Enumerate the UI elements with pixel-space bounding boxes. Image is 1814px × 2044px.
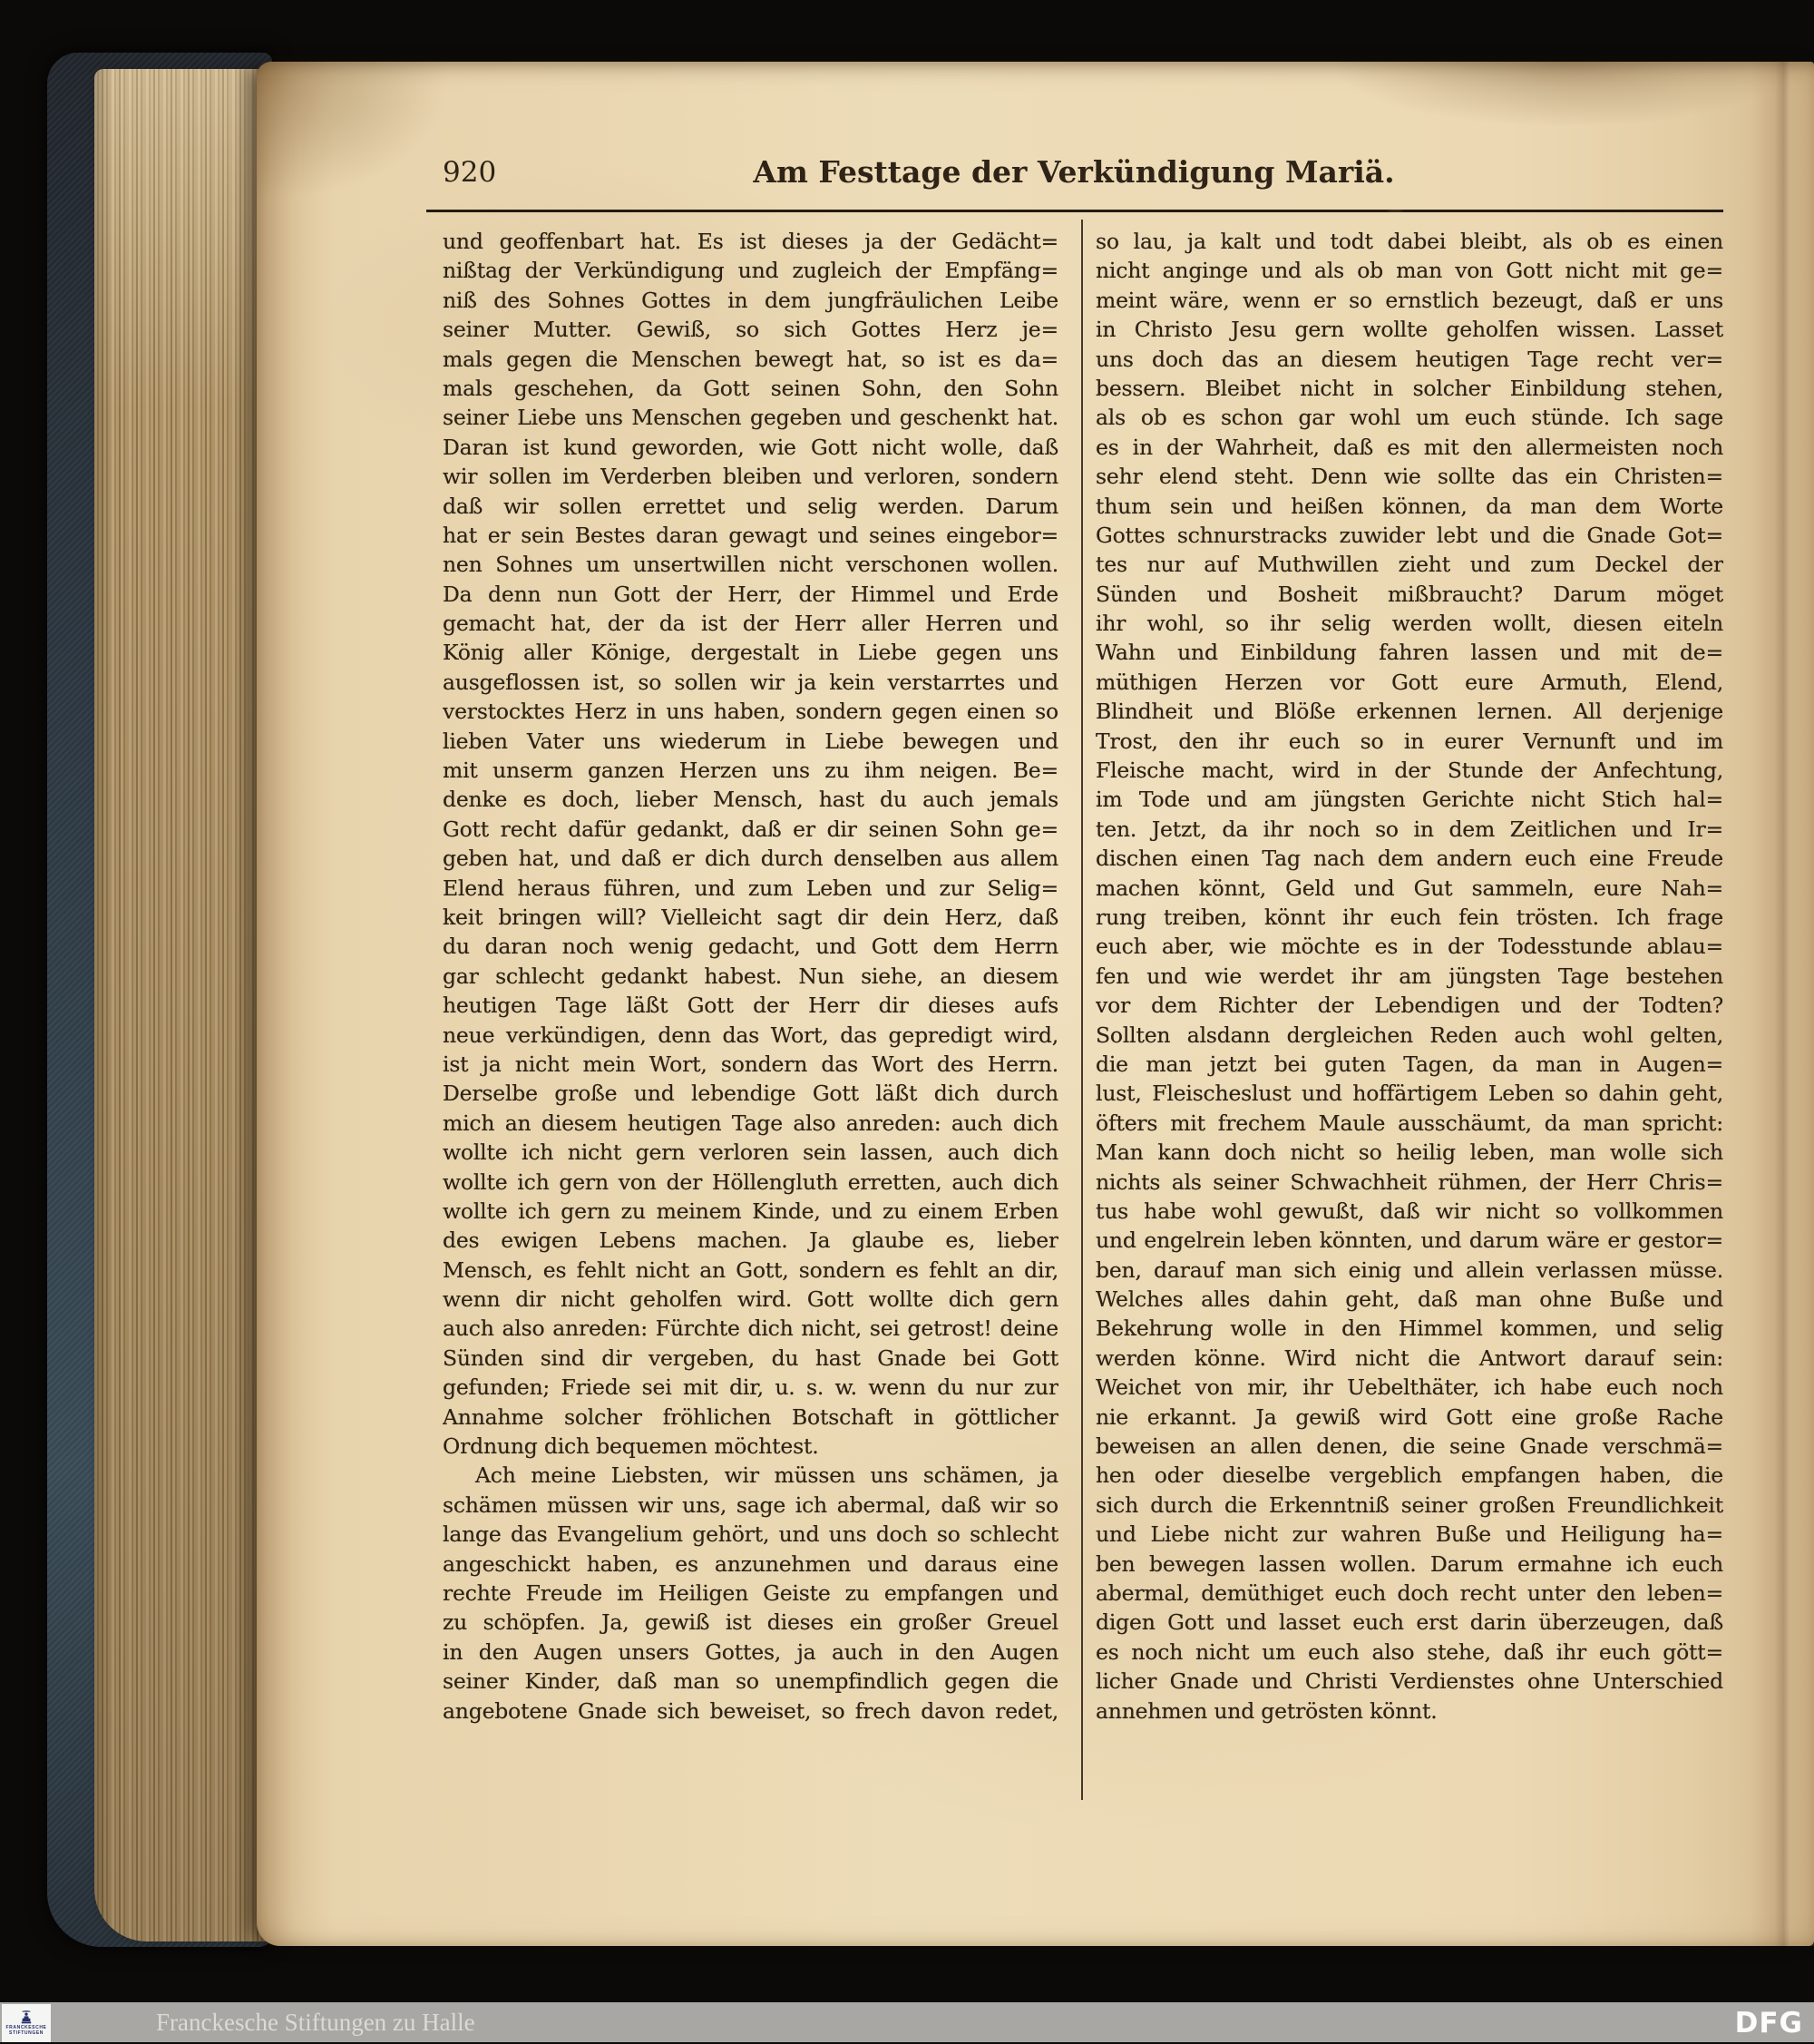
text-line: gar schlecht gedankt habest. Nun siehe, an diesem <box>443 963 1058 989</box>
text-line: keit bringen will? Vielleicht sagt dir dein Herz, daß <box>443 904 1058 930</box>
text-line: lust, Fleischeslust und hoffärtigem Leben so dahin geht, <box>1096 1081 1723 1107</box>
franckesche-logo-line2: STIFTUNGEN <box>9 2029 44 2036</box>
text-line: wenn dir nicht geholfen wird. Gott wollte dich gern <box>443 1286 1058 1313</box>
text-line: öfters mit frechem Maule ausschäumt, da man spricht: <box>1096 1110 1723 1136</box>
text-line: ausgeflossen ist, so sollen wir ja kein verstarrtes und <box>443 669 1058 695</box>
text-line: lieben Vater uns wiederum in Liebe bewegen und <box>443 728 1058 754</box>
text-line: ten. Jetzt, da ihr noch so in dem Zeitlichen und Ir= <box>1096 816 1723 842</box>
text-line: digen Gott und lasset euch erst darin überzeugen, daß <box>1096 1609 1723 1636</box>
text-line: schämen müssen wir uns, sage ich abermal, daß wir so <box>443 1491 1058 1518</box>
text-line: und Liebe nicht zur wahren Buße und Heiligung ha= <box>1096 1521 1723 1548</box>
text-line: nichts als seiner Schwachheit rühmen, der Herr Chris= <box>1096 1169 1723 1195</box>
text-line: ben bewegen lassen wollen. Darum ermahne ich euch <box>1096 1550 1723 1577</box>
text-line: du daran noch wenig gedacht, und Gott dem Herrn <box>443 934 1058 960</box>
text-line: geben hat, und daß er dich durch denselben aus allem <box>443 846 1058 872</box>
text-line: angeschickt haben, es anzunehmen und daraus eine <box>443 1550 1058 1577</box>
text-line: machen könnt, Geld und Gut sammeln, eure Nah= <box>1096 875 1723 901</box>
text-line: dischen einen Tag nach dem andern euch eine Freude <box>1096 846 1723 872</box>
library-name: Franckesche Stiftungen zu Halle <box>156 2009 475 2036</box>
text-line: seiner Liebe uns Menschen gegeben und geschenkt hat. <box>443 405 1058 431</box>
text-line: sehr elend steht. Denn wie sollte das ein Christen= <box>1096 464 1723 490</box>
page-stack <box>94 69 274 1941</box>
text-line: Sollten alsdann dergleichen Reden auch wohl gelten, <box>1096 1022 1723 1048</box>
text-line: gefunden; Friede sei mit dir, u. s. w. wenn du nur zur <box>443 1374 1058 1401</box>
franckesche-logo <box>2 2004 51 2042</box>
text-line: wollte ich nicht gern verloren sein lassen, auch dich <box>443 1139 1058 1166</box>
footer-bar <box>0 2002 1814 2042</box>
text-line: gemacht hat, der da ist der Herr aller Herren und <box>443 611 1058 637</box>
text-line: fen und wie werdet ihr am jüngsten Tage bestehen <box>1096 963 1723 989</box>
text-line: annehmen und getrösten könnt. <box>1096 1697 1438 1724</box>
column-divider <box>1081 220 1083 1800</box>
text-line: licher Gnade und Christi Verdienstes ohne Unterschied <box>1096 1668 1723 1695</box>
text-line: denke es doch, lieber Mensch, hast du auch jemals <box>443 787 1058 813</box>
text-line: hat er sein Bestes daran gewagt und seines eingebor= <box>443 522 1058 548</box>
text-line: im Tode und am jüngsten Gerichte nicht Stich hal= <box>1096 787 1723 813</box>
text-line: Elend heraus führen, und zum Leben und zur Selig= <box>443 875 1058 901</box>
text-line: Man kann doch nicht so heilig leben, man wolle sich <box>1096 1139 1723 1166</box>
text-line: seiner Mutter. Gewiß, so sich Gottes Herz je= <box>443 317 1058 343</box>
text-line: Derselbe große und lebendige Gott läßt dich durch <box>443 1081 1058 1107</box>
text-line: rung treiben, könnt ihr euch fein trösten. Ich frage <box>1096 904 1723 930</box>
text-line: neue verkündigen, denn das Wort, das gepredigt wird, <box>443 1022 1058 1048</box>
text-line: mals geschehen, da Gott seinen Sohn, den Sohn <box>443 375 1058 401</box>
text-line: Wahn und Einbildung fahren lassen und mit de= <box>1096 640 1723 666</box>
text-line: in Christo Jesu gern wollte geholfen wissen. Lasset <box>1096 317 1723 343</box>
text-line: wollte ich gern von der Höllengluth erretten, auch dich <box>443 1169 1058 1195</box>
text-line: seiner Kinder, daß man so unempfindlich gegen die <box>443 1668 1058 1695</box>
text-line: thum sein und heißen können, da man dem Worte <box>1096 493 1723 519</box>
text-line: rechte Freude im Heiligen Geiste zu empfangen und <box>443 1579 1058 1606</box>
franckesche-logo-text <box>6 2026 47 2036</box>
text-line: mals gegen die Menschen bewegt hat, so ist es da= <box>443 346 1058 372</box>
text-line: die man jetzt bei guten Tagen, da man in Augen= <box>1096 1051 1723 1077</box>
text-line: heutigen Tage läßt Gott der Herr dir dieses aufs <box>443 993 1058 1019</box>
text-line: hen oder dieselbe vergeblich empfangen haben, die <box>1096 1462 1723 1489</box>
text-line: es in der Wahrheit, daß es mit den allermeisten noch <box>1096 434 1723 460</box>
text-line: Sünden sind dir vergeben, du hast Gnade bei Gott <box>443 1345 1058 1371</box>
text-line: bessern. Bleibet nicht in solcher Einbildung stehen, <box>1096 375 1723 401</box>
text-line: Da denn nun Gott der Herr, der Himmel und Erde <box>443 581 1058 607</box>
text-line: als ob es schon gar wohl um euch stünde. Ich sage <box>1096 405 1723 431</box>
text-line: ihr wohl, so ihr selig werden wollt, diesen eiteln <box>1096 611 1723 637</box>
text-line: Annahme solcher fröhlichen Botschaft in göttlicher <box>443 1403 1058 1430</box>
text-line: Sünden und Bosheit mißbraucht? Darum möget <box>1096 581 1723 607</box>
franckesche-logo-line1: FRANCKESCHE <box>5 2025 47 2030</box>
text-line: ben, darauf man sich einig und allein verlassen müsse. <box>1096 1257 1723 1283</box>
text-line: wollte ich gern zu meinem Kinde, und zu einem Erben <box>443 1198 1058 1224</box>
text-line: verstocktes Herz in uns haben, sondern gegen einen so <box>443 699 1058 725</box>
text-line: niß des Sohnes Gottes in dem jungfräulichen Leibe <box>443 287 1058 313</box>
page-header-title: Am Festtage der Verkündigung Mariä. <box>753 154 1395 190</box>
text-line: sich durch die Erkenntniß seiner großen Freundlichkeit <box>1096 1491 1723 1518</box>
book-page <box>257 62 1814 1946</box>
text-line: es noch nicht um euch also stehe, daß ihr euch gött= <box>1096 1638 1723 1665</box>
text-line: Trost, den ihr euch so in eurer Vernunft und im <box>1096 728 1723 754</box>
text-line: Ach meine Liebsten, wir müssen uns schämen, ja <box>475 1462 1058 1489</box>
text-line: beweisen an allen denen, die seine Gnade verschmä= <box>1096 1433 1723 1460</box>
text-line: Gott recht dafür gedankt, daß er dir seinen Sohn ge= <box>443 816 1058 842</box>
header-rule <box>426 210 1723 212</box>
text-line: und engelrein leben könnten, und darum wäre er gestor= <box>1096 1227 1723 1254</box>
text-line: mich an diesem heutigen Tage also anreden: auch dich <box>443 1110 1058 1136</box>
text-line: in den Augen unsers Gottes, ja auch in den Augen <box>443 1638 1058 1665</box>
text-line: Mensch, es fehlt nicht an Gott, sondern es fehlt an dir, <box>443 1257 1058 1283</box>
text-line: wir sollen im Verderben bleiben und verloren, sondern <box>443 464 1058 490</box>
text-line: nen Sohnes um unsertwillen nicht verschonen wollen. <box>443 552 1058 578</box>
text-line: nie erkannt. Ja gewiß wird Gott eine große Rache <box>1096 1403 1723 1430</box>
text-line: König aller Könige, dergestalt in Liebe gegen uns <box>443 640 1058 666</box>
text-line: Gottes schnurstracks zuwider lebt und die Gnade Got= <box>1096 522 1723 548</box>
left-column <box>443 227 1058 1726</box>
text-line: ist ja nicht mein Wort, sondern das Wort des Herrn. <box>443 1051 1058 1077</box>
text-line: auch also anreden: Fürchte dich nicht, sei getrost! deine <box>443 1315 1058 1342</box>
text-line: tes nur auf Muthwillen zieht und zum Deckel der <box>1096 552 1723 578</box>
text-line: angebotene Gnade sich beweiset, so frech davon redet, <box>443 1697 1058 1724</box>
text-line: zu schöpfen. Ja, gewiß ist dieses ein großer Greuel <box>443 1609 1058 1636</box>
text-line: so lau, ja kalt und todt dabei bleibt, als ob es einen <box>1096 229 1723 254</box>
text-line: abermal, demüthiget euch doch recht unter den leben= <box>1096 1579 1723 1606</box>
dfg-logo: DFG <box>1734 2007 1803 2039</box>
text-line: und geoffenbart hat. Es ist dieses ja der Gedächt= <box>443 229 1058 254</box>
text-line: Welches alles dahin geht, daß man ohne Buße und <box>1096 1286 1723 1313</box>
text-line: tus habe wohl gewußt, daß wir nicht so vollkommen <box>1096 1198 1723 1224</box>
text-line: Bekehrung wolle in den Himmel kommen, und selig <box>1096 1315 1723 1342</box>
text-line: vor dem Richter der Lebendigen und der Todten? <box>1096 993 1723 1019</box>
text-line: mit unserm ganzen Herzen uns zu ihm neigen. Be= <box>443 758 1058 784</box>
text-line: werden könne. Wird nicht die Antwort darauf sein: <box>1096 1345 1723 1371</box>
text-line: nißtag der Verkündigung und zugleich der Empfäng= <box>443 258 1058 284</box>
text-line: des ewigen Lebens machen. Ja glaube es, lieber <box>443 1227 1058 1254</box>
text-line: meint wäre, wenn er so ernstlich bezeugt, daß er uns <box>1096 287 1723 313</box>
text-line: Weichet von mir, ihr Uebelthäter, ich habe euch noch <box>1096 1374 1723 1401</box>
text-line: Daran ist kund geworden, wie Gott nicht wolle, daß <box>443 434 1058 460</box>
text-line: Blindheit und Blöße erkennen lernen. All derjenige <box>1096 699 1723 725</box>
text-line: lange das Evangelium gehört, und uns doch so schlecht <box>443 1521 1058 1548</box>
text-line: Ordnung dich bequemen möchtest. <box>443 1433 819 1460</box>
page-number: 920 <box>443 156 497 189</box>
text-line: müthigen Herzen vor Gott eure Armuth, Elend, <box>1096 669 1723 695</box>
right-column <box>1096 227 1723 1726</box>
franckesche-logo-icon <box>19 2010 34 2025</box>
text-line: nicht anginge und als ob man von Gott nicht mit ge= <box>1096 258 1723 284</box>
text-line: daß wir sollen errettet und selig werden. Darum <box>443 493 1058 519</box>
text-line: uns doch das an diesem heutigen Tage recht ver= <box>1096 346 1723 372</box>
text-line: euch aber, wie möchte es in der Todesstunde ablau= <box>1096 934 1723 960</box>
text-line: Fleische macht, wird in der Stunde der Anfechtung, <box>1096 758 1723 784</box>
